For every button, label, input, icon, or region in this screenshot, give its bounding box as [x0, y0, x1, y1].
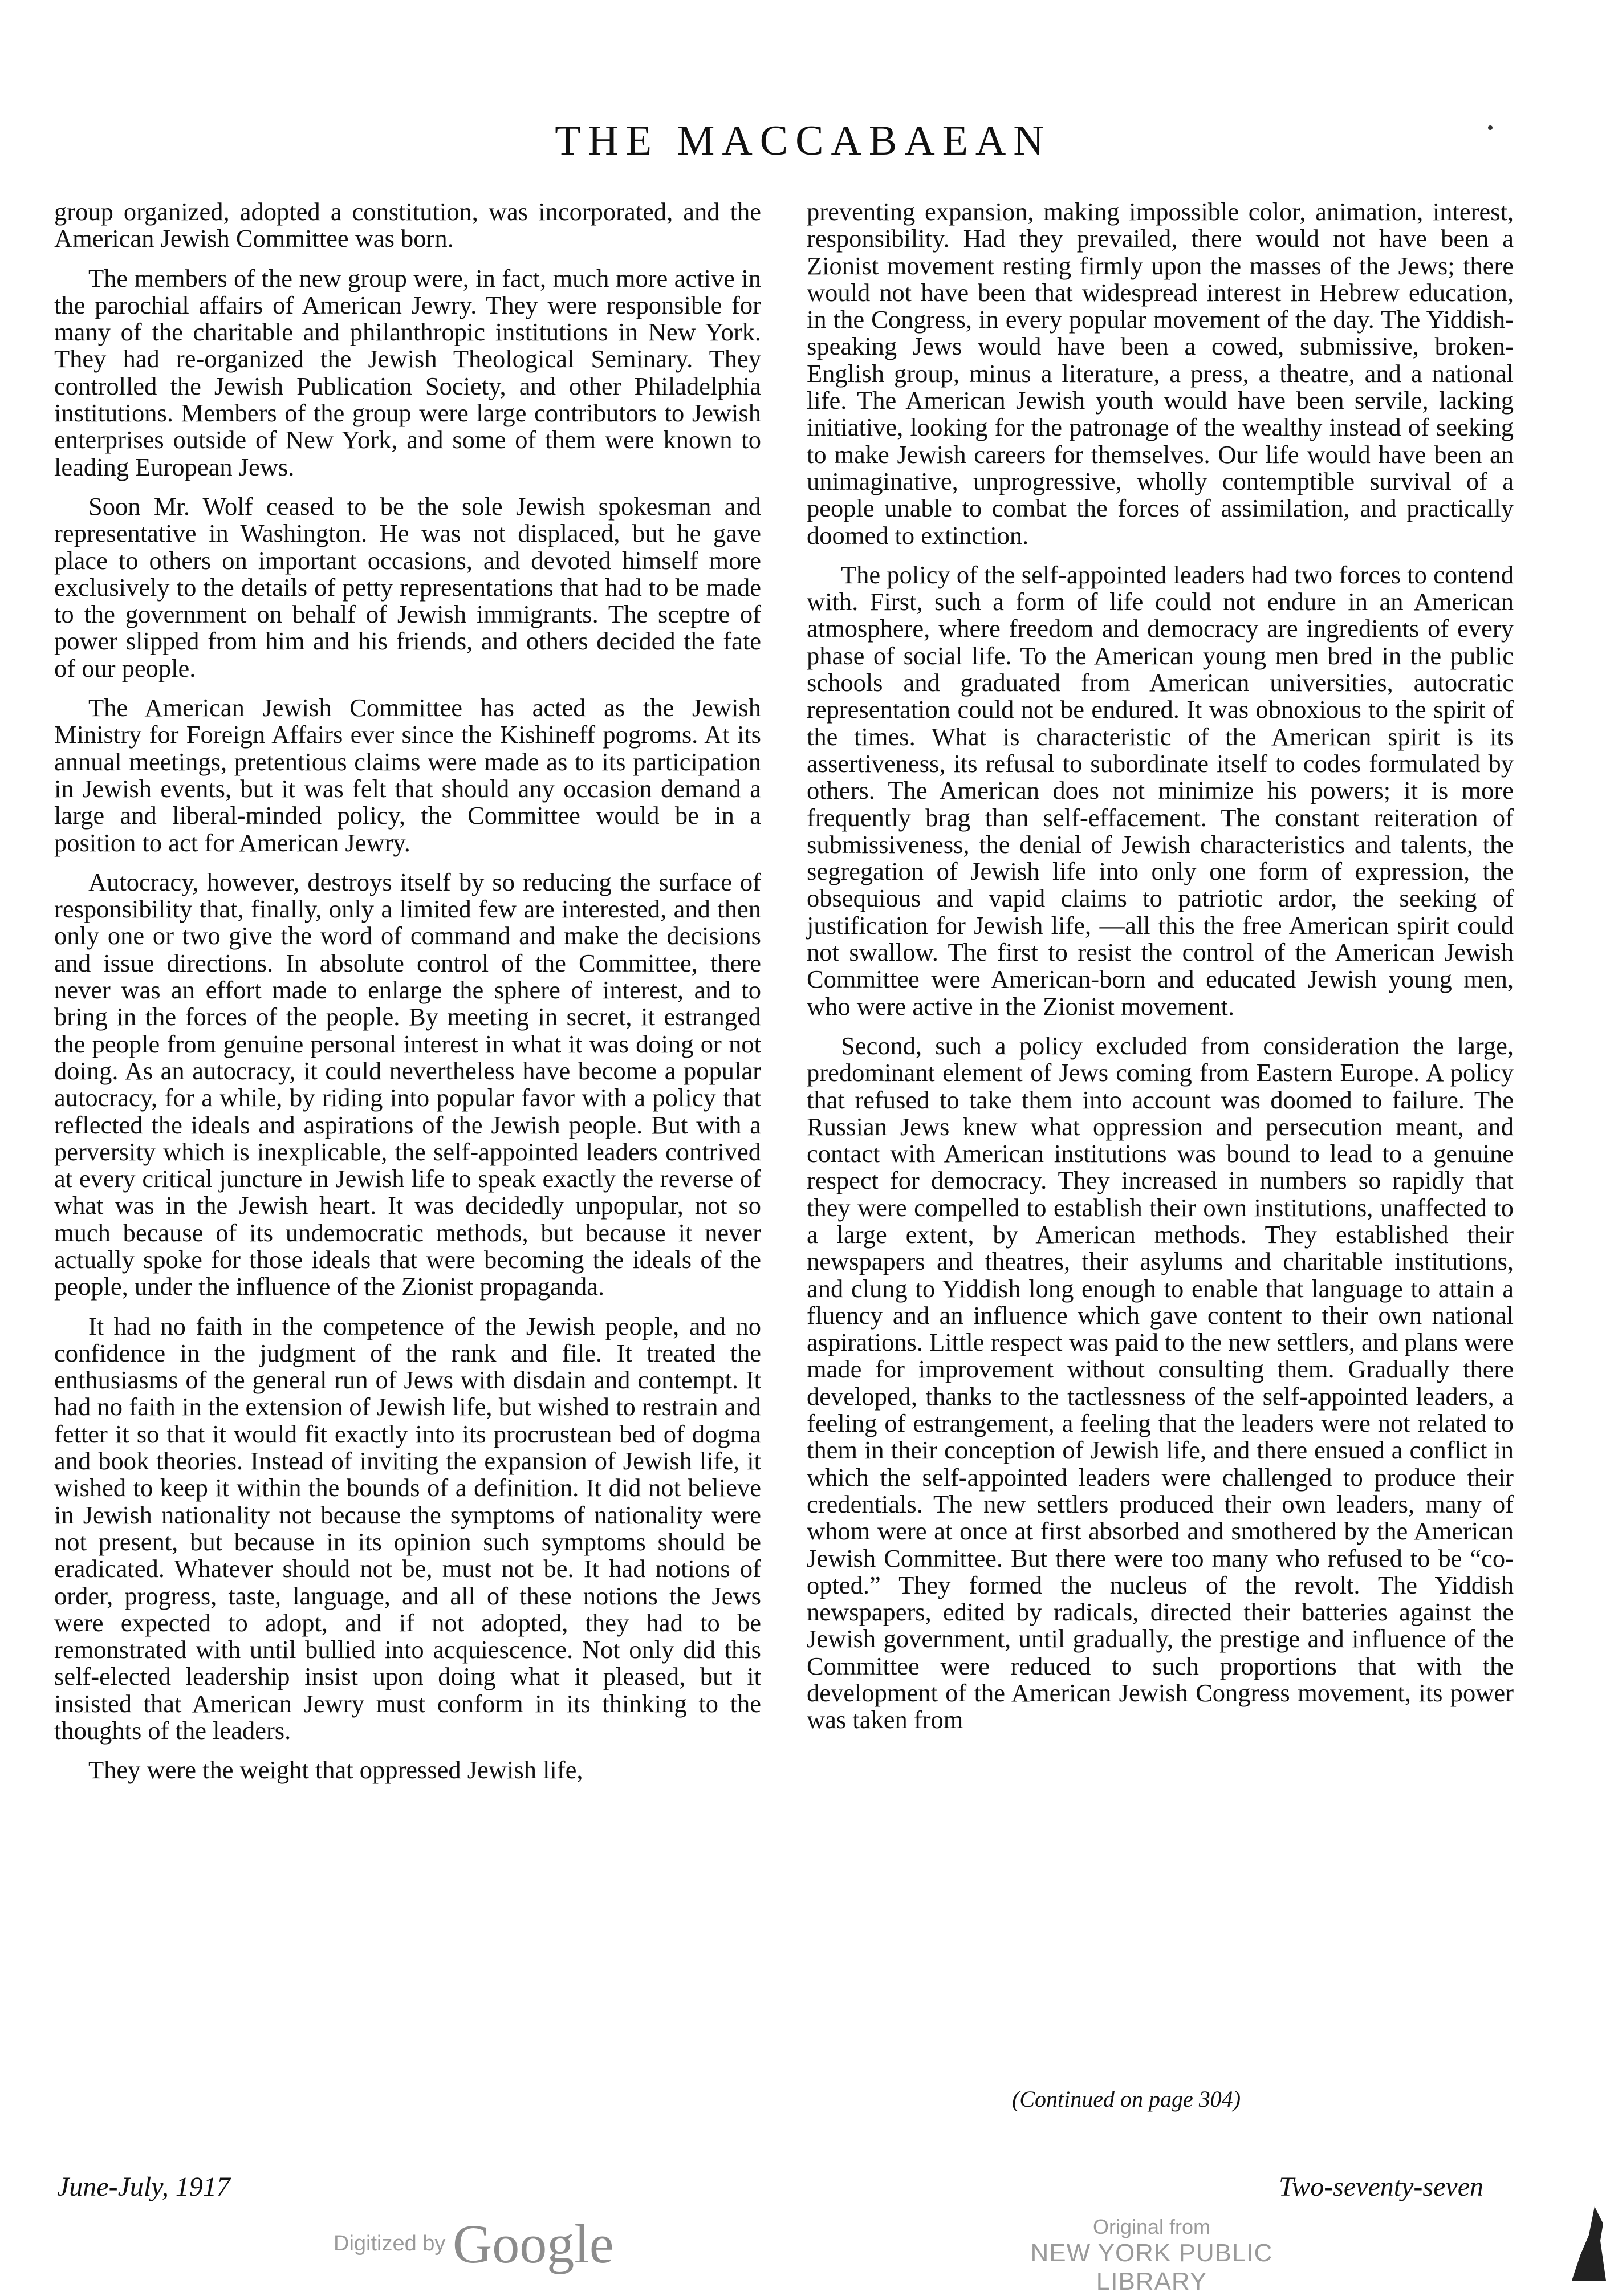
- paragraph: The members of the new group were, in fact, much more active in the parochial affairs of American Jewry. They were responsible for many of the charitable and philanthropic institutions in New York. They had re-organized the Jewish Theological Seminary. They controlled the Jewish Publication Society, and other Philadelphia institutions. Members of the group were large contributors to Jewish enterprises outside of New York, and some of them were known to leading European Jews.: [54, 263, 761, 481]
- paragraph: The American Jewish Committee has acted as the Jewish Ministry for Foreign Affairs ever since the Kishineff pogroms. At its annual meetings, pretentious claims were made as to its participation in Jewish events, but it was felt that should any occasion demand a large and liberal-minded policy, the Committee would be in a position to act for American Jewry.: [54, 693, 761, 857]
- continued-note: (Continued on page 304): [1012, 2086, 1241, 2112]
- paragraph: Soon Mr. Wolf ceased to be the sole Jewish spokesman and representative in Washington. He was not displaced, but he gave place to others on important occasions, and devoted himself more exclusively to the details of petty representations that had to be made to the government on behalf of Jewish immigrants. The sceptre of power slipped from him and his friends, and others decided the fate of our people.: [54, 491, 761, 682]
- left-column: [54, 198, 761, 1797]
- paragraph: The policy of the self-appointed leaders had two forces to contend with. First, such a form of life could not endure in an American atmosphere, where freedom and democracy are ingredients of every phase of social life. To the American young men bred in the public schools and graduated from American universities, autocratic representation could not be endured. It was obnoxious to the spirit of the times. What is characteristic of the American spirit is its assertiveness, its refusal to subordinate itself to codes formulated by others. The American does not minimize his powers; it is more frequently brag than self-effacement. The constant reiteration of submissiveness, the denial of Jewish characteristics and talents, the segregation of Jewish life into only one form of expression, the obsequious and vapid claims to patriotic ardor, the seeking of justification for Jewish life, —all this the free American spirit could not swallow. The first to resist the control of the American Jewish Committee were American-born and educated Jewish young men, who were active in the Zionist movement.: [807, 560, 1514, 1021]
- paragraph: group organized, adopted a constitution, was incorporated, and the American Jewish Committee was born.: [54, 197, 761, 253]
- footer-date: June-July, 1917: [57, 2172, 230, 2202]
- digitized-by-label: Digitized by: [334, 2232, 446, 2256]
- speck-mark: [1488, 125, 1493, 130]
- google-logo: Google: [452, 2213, 614, 2274]
- paragraph: It had no faith in the competence of the Jewish people, and no confidence in the judgment of the rank and file. It treated the enthusiasms of the general run of Jews with disdain and contempt. It had no faith in the extension of Jewish life, but wished to restrain and fetter it so that it would fit exactly into its procrustean bed of dogma and book theories. Instead of inviting the expansion of Jewish life, it wished to keep it within the bounds of a definition. It did not believe in Jewish nationality not because the symptoms of nationality were not present, but because in its opinion such symptoms should be eradicated. Whatever should not be, must not be. It had notions of order, progress, taste, language, and all of these notions the Jews were expected to adopt, and if not adopted, they had to be remonstrated with until bullied into acquiescence. Not only did this self-elected leadership insist upon doing what it pleased, but it insisted that American Jewry must conform in its thinking to the thoughts of the leaders.: [54, 1311, 761, 1745]
- paragraph: Autocracy, however, destroys itself by so reducing the surface of responsibility that, finally, only a limited few are interested, and then only one or two give the word of command and make the decisions and issue directions. In absolute control of the Committee, there never was an effort made to enlarge the sphere of interest, and to bring in the forces of the people. By meeting in secret, it estranged the people from genuine personal interest in what it was doing or not doing. As an autocracy, it could nevertheless have become a popular autocracy, for a while, by riding into popular favor with a policy that reflected the ideals and aspirations of the Jewish people. But with a perversity which is inexplicable, the self-appointed leaders contrived at every critical juncture in Jewish life to speak exactly the reverse of what was in the Jewish heart. It was decidedly unpopular, not so much because of its undemocratic methods, but because it never actually spoke for those ideals that were becoming the ideals of the people, under the influence of the Zionist propaganda.: [54, 867, 761, 1301]
- library-name: NEW YORK PUBLIC LIBRARY: [1030, 2239, 1273, 2295]
- digitized-watermark: [334, 2212, 613, 2275]
- right-column: [807, 198, 1514, 1746]
- paragraph: Second, such a policy excluded from consideration the large, predominant element of Jews coming from Eastern Europe. A policy that refused to take them into account was doomed to failure. The Russian Jews knew what oppression and persecution meant, and contact with American institutions was bound to lead to a genuine respect for democracy. They increased in numbers so rapidly that they were compelled to establish their own institutions, unaffected to a large extent, by American methods. They established their newspapers and theatres, their asylums and charitable institutions, and clung to Yiddish long enough to enable that language to attain a fluency and an influence which gave content to their own national aspirations. Little respect was paid to the new settlers, and plans were made for improvement without consulting them. Gradually there developed, thanks to the tactlessness of the self-appointed leaders, a feeling of estrangement, a feeling that the leaders were not related to them in their conception of Jewish life, and there ensued a conflict in which the self-appointed leaders were challenged to produce their credentials. The new settlers produced their own leaders, many of whom were at once at first absorbed and smothered by the American Jewish Committee. But there were too many who refused to be “co-opted.” They formed the nucleus of the revolt. The Yiddish newspapers, edited by radicals, directed their batteries against the Jewish government, until gradually, the prestige and influence of the Committee were reduced to such proportions that with the development of the American Jewish Congress movement, its power was taken from: [807, 1031, 1514, 1734]
- footer-page-number: Two-seventy-seven: [1279, 2172, 1483, 2202]
- library-watermark: [975, 2215, 1328, 2296]
- scan-corner-shadow: [1560, 2201, 1606, 2281]
- page-title: THE MACCABAEAN: [555, 117, 1051, 164]
- paragraph: preventing expansion, making impossible color, animation, interest, responsibility. Had they prevailed, there would not have been a Zionist movement resting firmly upon the masses of the Jews; there would not have been that widespread interest in Hebrew education, in the Congress, in every popular movement of the day. The Yiddish-speaking Jews would have been a cowed, submissive, broken-English group, minus a literature, a press, a theatre, and a national life. The American Jewish youth would have been servile, lacking initiative, looking for the patronage of the wealthy instead of seeking to make Jewish careers for themselves. Our life would have been an unimaginative, unprogressive, wholly contemptible survival of a people unable to combat the forces of assimilation, and practically doomed to extinction.: [807, 197, 1514, 550]
- original-from-label: Original from: [1092, 2215, 1211, 2238]
- paragraph: They were the weight that oppressed Jewish life,: [88, 1755, 583, 1785]
